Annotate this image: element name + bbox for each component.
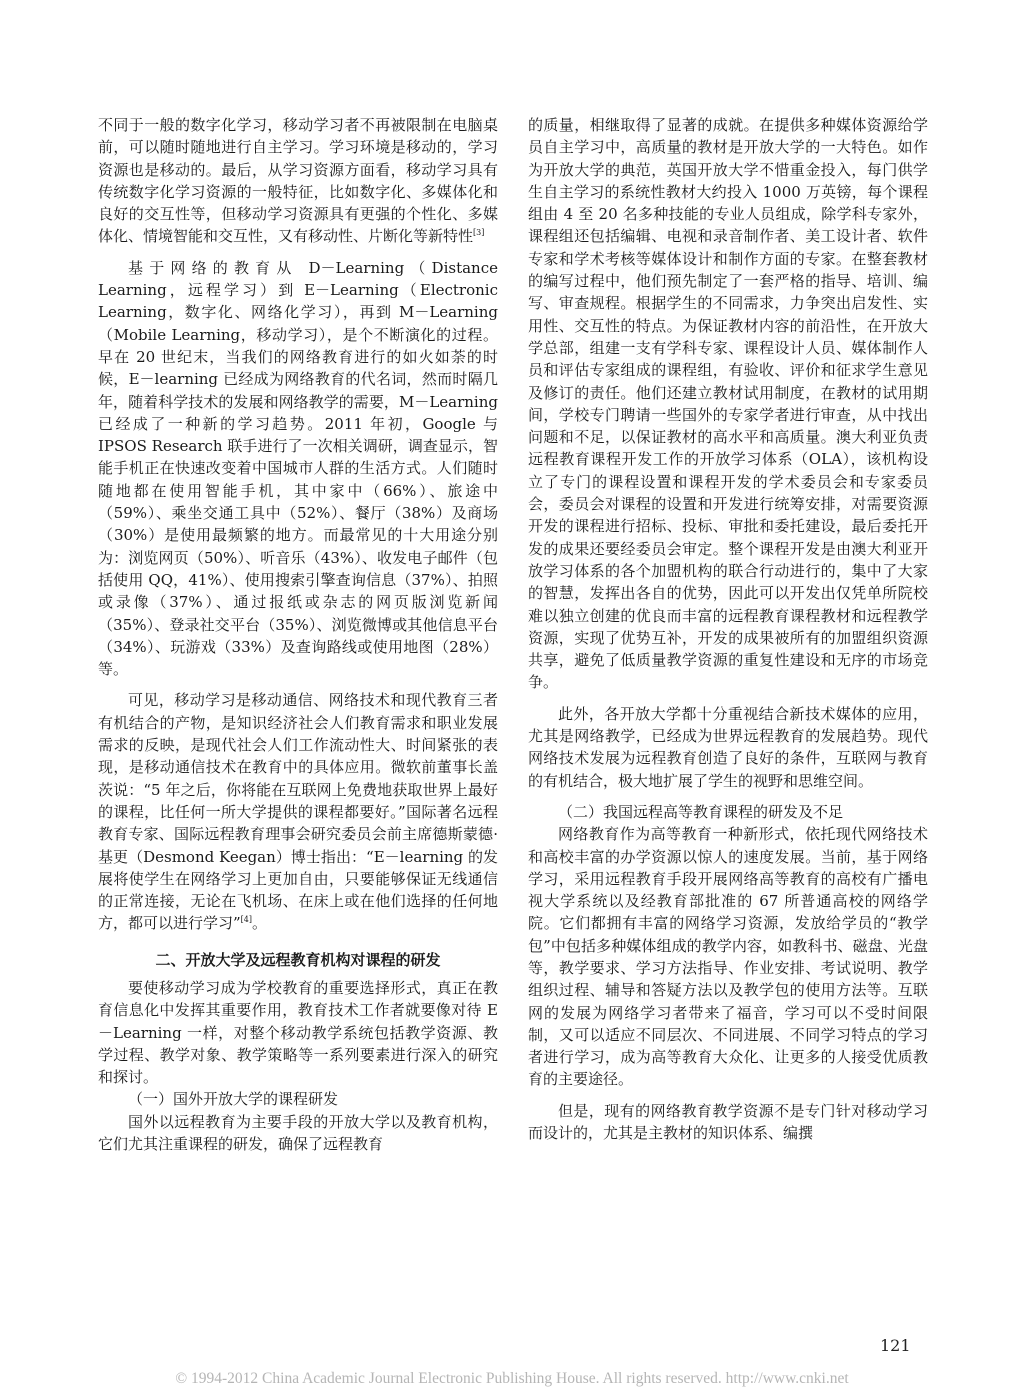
subsection-heading: （一）国外开放大学的课程研发: [128, 1090, 339, 1109]
section-heading: 二、开放大学及远程教育机构对课程的研发: [155, 950, 441, 969]
paragraph-text: 可见，移动学习是移动通信、网络技术和现代教育三者有机结合的产物，是知识经济社会人们教育需求和职业发展需求的反映，是现代社会人们工作流动性大、时间紧张的表现，是移动通信技术在教育中的具体应用。微软前董事长盖茨说：“5 年之后，你将能在互联网上免费地获取世界上最好的课程，比任何一所大学提供的课程都要好。”国际著名远程教育专家、国际远程教育理事会研究委员会前主席德斯蒙德·基更（Desmond Keegan）博士指出：“E－learning 的发展将使学生在网络学习上更加自由，只要能够保证无线通信的正常连接，无论在飞机场、在床上或在他们选择的任何地方，都可以进行学习”: [98, 691, 498, 933]
left-column: [98, 114, 498, 1155]
right-column: [528, 114, 928, 1144]
paragraph: 网络教育作为高等教育一种新形式，依托现代网络技术和高校丰富的办学资源以惊人的速度发展。当前，基于网络学习，采用远程教育手段开展网络高等教育的高校有广播电视大学系统以及经教育部批准的 67 所普通高校的网络学院。它们都拥有丰富的网络学习资源，发放给学员的“教学包”中包括多种媒体组成的教学内容，如教科书、磁盘、光盘等，教学要求、学习方法指导、作业安排、考试说明、教学组织过程、辅导和答疑方法以及教学包的使用方法等。互联网的发展为网络学习者带来了福音，学习可以不受时间限制，又可以适应不同层次、不同进展、不同学习特点的学习者进行学习，成为高等教育大众化、让更多的人接受优质教育的主要途径。: [528, 825, 928, 1089]
paragraph: 国外以远程教育为主要手段的开放大学以及教育机构，它们尤其注重课程的研发，确保了远程教育: [98, 1112, 498, 1154]
paragraph: 要使移动学习成为学校教育的重要选择形式，真正在教育信息化中发挥其重要作用，教育技术工作者就要像对待 E－Learning 一样，对整个移动教学系统包括教学资源、教学过程、教学对象、教学策略等一系列要素进行深入的研究和探讨。: [98, 978, 498, 1087]
paragraph-end: 。: [252, 914, 268, 933]
paragraph: [98, 689, 498, 934]
subsection-heading: （二）我国远程高等教育课程的研发及不足: [558, 802, 844, 821]
paragraph: 基于网络的教育从 D－Learning（Distance Learning，远程学习）到 E－Learning（Electronic Learning，数字化、网络化学习），再到 M－Learning（Mobile Learning，移动学习），是个不断演化的过程。早在 20 世纪末，当我们的网络教育进行的如火如荼的时候，E－learning 已经成为网络教育的代名词，然而时隔几年，随着科学技术的发展和网络教学的需要，M－Learning 已经成了一种新的学习趋势。2011 年初，Google 与 IPSOS Research 联手进行了一次相关调研，调查显示，智能手机正在快速改变着中国城市人群的生活方式。人们随时随地都在使用智能手机，其中家中（66%）、旅途中（59%）、乘坐交通工具中（52%）、餐厅（38%）及商场（30%）是使用最频繁的地方。而最常见的十大用途分别为：浏览网页（50%）、听音乐（43%）、收发电子邮件（包括使用 QQ，41%）、使用搜索引擎查询信息（37%）、拍照或录像（37%）、通过报纸或杂志的网页版浏览新闻（35%）、登录社交平台（35%）、浏览微博或其他信息平台（34%）、玩游戏（33%）及查询路线或使用地图（28%）等。: [98, 258, 498, 679]
copyright-footer: © 1994-2012 China Academic Journal Electronic Publishing House. All rights reserved. http://www.cnki.net: [175, 1370, 849, 1387]
paragraph: 但是，现有的网络教育教学资源不是专门针对移动学习而设计的，尤其是主教材的知识体系、编撰: [528, 1101, 928, 1143]
citation-mark: [4]: [240, 915, 253, 925]
citation-mark: [3]: [473, 228, 485, 238]
paragraph: [98, 114, 498, 248]
paragraph-text: 不同于一般的数字化学习，移动学习者不再被限制在电脑桌前，可以随时随地进行自主学习。学习环境是移动的，学习资源也是移动的。最后，从学习资源方面看，移动学习具有传统数字化学习资源的一般特征，比如数字化、多媒体化和良好的交互性等，但移动学习资源具有更强的个性化、多媒体化、情境智能和交互性，又有移动性、片断化等新特性: [98, 116, 498, 246]
paragraph: 此外，各开放大学都十分重视结合新技术媒体的应用，尤其是网络教学，已经成为世界远程教育的发展趋势。现代网络技术发展为远程教育创造了良好的条件，互联网与教育的有机结合，极大地扩展了学生的视野和思维空间。: [528, 704, 928, 790]
paragraph: 的质量，相继取得了显著的成就。在提供多种媒体资源给学员自主学习中，高质量的教材是开放大学的一大特色。如作为开放大学的典范，英国开放大学不惜重金投入，每门供学生自主学习的系统性教材大约投入 1000 万英镑，每个课程组由 4 至 20 名多种技能的专业人员组成，除学科专家外，课程组还包括编辑、电视和录音制作者、美工设计者、软件专家和学术考核等媒体设计和制作方面的专家。在整套教材的编写过程中，他们预先制定了一套严格的指导、培训、编写、审查规程。根据学生的不同需求，力争突出启发性、实用性、交互性的特点。为保证教材内容的前沿性，在开放大学总部，组建一支有学科专家、课程设计人员、媒体制作人员和评估专家组成的课程组，有验收、评价和征求学生意见及修订的责任。他们还建立教材试用制度，在教材的试用期间，学校专门聘请一些国外的专家学者进行审查，从中找出问题和不足，以保证教材的高水平和高质量。澳大利亚负责远程教育课程开发工作的开放学习体系（OLA），该机构设立了专门的课程设置和课程开发的学术委员会和专家委员会，委员会对课程的设置和开发进行统筹安排，对需要资源开发的课程进行招标、投标、审批和委托建设，最后委托开发的成果还要经委员会审定。整个课程开发是由澳大利亚开放学习体系的各个加盟机构的联合行动进行的，集中了大家的智慧，发挥出各自的优势，因此可以开发出仅凭单所院校难以独立创建的优良而丰富的远程教育课程教材和远程教学资源，实现了优势互补，开发的成果被所有的加盟组织资源共享，避免了低质量教学资源的重复性建设和无序的市场竞争。: [528, 116, 928, 692]
page-number: 121: [880, 1336, 911, 1355]
